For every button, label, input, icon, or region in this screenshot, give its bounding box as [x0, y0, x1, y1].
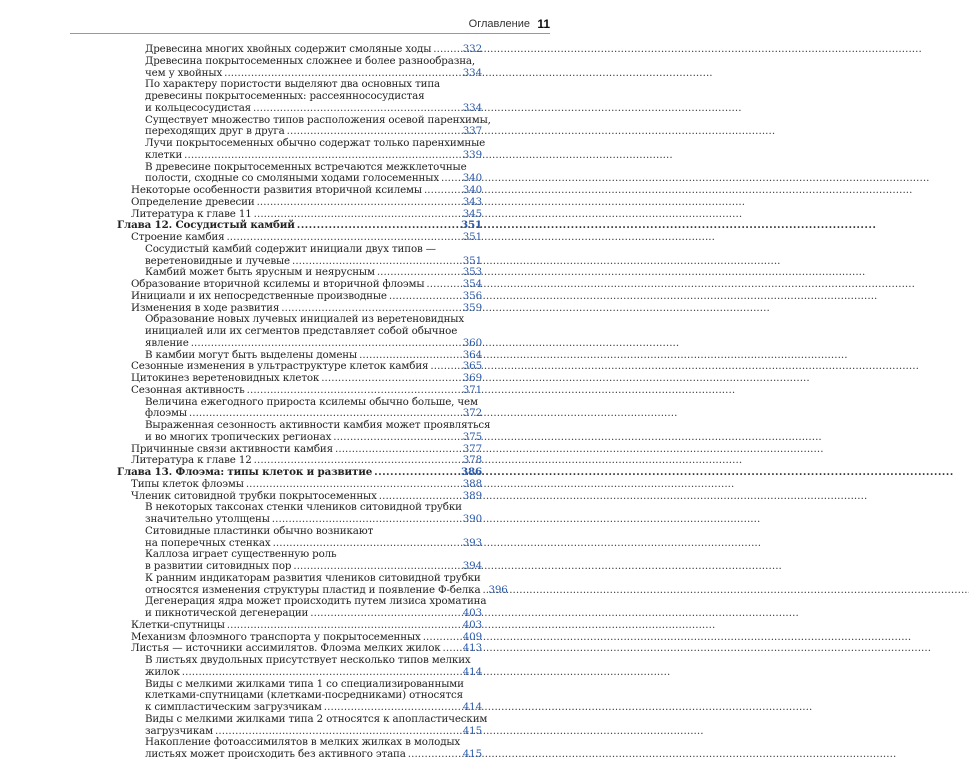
dot-leader — [246, 479, 461, 491]
toc-entry[interactable] — [117, 571, 508, 597]
toc-entry[interactable] — [117, 595, 487, 620]
table-of-contents — [117, 43, 508, 761]
dot-leader — [310, 608, 461, 620]
toc-page-link[interactable]: 393 — [462, 536, 482, 549]
toc-entry-title: Камбий может быть ярусным и неярусным — [145, 266, 375, 279]
dot-leader — [182, 667, 461, 679]
toc-page-link[interactable]: 414 — [462, 665, 482, 678]
toc-entry[interactable] — [117, 526, 482, 550]
toc-entry[interactable] — [117, 679, 482, 714]
toc-entry[interactable] — [117, 502, 482, 526]
toc-entry-title: Лучи покрытосеменных обычно содержат только паренхимные — [145, 137, 486, 149]
toc-page-link[interactable]: 377 — [462, 442, 482, 455]
toc-entry-title: значительно утолщены — [145, 513, 270, 525]
toc-page-link[interactable]: 354 — [462, 278, 482, 290]
toc-entry[interactable] — [117, 712, 488, 738]
toc-page-link[interactable]: 394 — [462, 560, 482, 572]
toc-entry-title: загрузчикам — [145, 724, 214, 737]
toc-page-link[interactable]: 396 — [488, 583, 508, 596]
toc-page-link[interactable]: 389 — [462, 489, 482, 502]
toc-entry-title: Изменения в ходе развития — [131, 301, 280, 314]
toc-entry[interactable] — [117, 385, 482, 397]
toc-entry-title: Образование вторичной ксилемы и вторичной флоэмы — [131, 278, 425, 290]
dot-leader — [374, 467, 459, 479]
toc-page-link[interactable]: 360 — [462, 336, 482, 349]
toc-entry-title: Накопление фотоассимилятов в мелких жилках в молодых — [145, 736, 461, 749]
toc-page-link[interactable]: 359 — [462, 301, 482, 314]
toc-entry-title: Существует множество типов расположения осевой паренхимы, — [145, 113, 491, 126]
toc-entry-title: Цитокинез веретеновидных клеток — [131, 372, 320, 384]
toc-entry-title: В листьях двудольных присутствует несколько типов мелких — [145, 654, 471, 666]
toc-page-link[interactable]: 415 — [462, 748, 482, 760]
toc-page-link[interactable]: 356 — [462, 289, 482, 302]
toc-entry-title: Глава 12. Сосудистый камбий — [117, 219, 295, 232]
toc-entry[interactable] — [117, 291, 482, 303]
toc-entry-title: листьях может происходить без активного этапа — [145, 748, 406, 760]
toc-entry-title: По характеру пористости выделяют два основных типа — [145, 78, 441, 91]
toc-entry-title: древесины покрытосеменных: рассеяннососудистая — [145, 90, 425, 102]
toc-page-link[interactable]: 353 — [462, 266, 482, 279]
page-header — [0, 0, 600, 34]
toc-page-link[interactable]: 337 — [462, 125, 482, 138]
toc-entry-title: Глава 13. Флоэма: типы клеток и развитие — [117, 466, 373, 478]
dot-leader — [191, 338, 461, 350]
toc-entry[interactable] — [117, 279, 482, 291]
dot-leader — [433, 44, 460, 56]
toc-entry-title: Образование новых лучевых инициалей из веретеновидных — [145, 313, 465, 326]
toc-entry-title: флоэмы — [145, 407, 187, 420]
toc-entry[interactable] — [117, 620, 482, 632]
toc-entry-title: и кольцесосудистая — [145, 101, 252, 114]
toc-entry-title: клетки — [145, 148, 183, 161]
toc-entry-title: Древесина многих хвойных содержит смоляные ходы — [145, 43, 432, 55]
dot-leader — [424, 185, 461, 197]
toc-entry-title: В некоторых таксонах стенки члеников ситовидной трубки — [145, 501, 462, 514]
toc-page-link[interactable]: 340 — [462, 184, 482, 196]
toc-page-link[interactable]: 375 — [462, 430, 482, 443]
dot-leader — [321, 373, 461, 385]
toc-page-link[interactable]: 351 — [462, 254, 482, 267]
toc-page-link[interactable]: 409 — [462, 630, 482, 643]
toc-entry-title: переходящих друг в друга — [145, 125, 285, 138]
dot-leader — [324, 702, 461, 714]
dot-leader — [257, 197, 461, 209]
toc-entry[interactable] — [117, 197, 482, 209]
toc-page-link[interactable]: 369 — [462, 372, 482, 384]
toc-entry[interactable] — [117, 314, 482, 349]
dot-leader — [389, 291, 461, 303]
toc-page-link[interactable]: 415 — [462, 724, 482, 737]
toc-entry[interactable] — [117, 137, 486, 162]
toc-entry-title: Причинные связи активности камбия — [131, 442, 333, 455]
toc-entry-title: Некоторые особенности развития вторичной ксилемы — [131, 184, 422, 196]
toc-entry-title: Сезонная активность — [131, 383, 245, 396]
page-number: 11 — [537, 17, 550, 31]
toc-entry[interactable] — [117, 397, 482, 421]
toc-entry[interactable] — [117, 162, 482, 186]
toc-entry-title: на поперечных стенках — [145, 536, 271, 549]
dot-leader — [184, 150, 461, 162]
toc-entry-title: Инициали и их непосредственные производные — [131, 289, 387, 302]
toc-entry-title: Строение камбия — [131, 231, 225, 243]
toc-page-link[interactable]: 414 — [462, 701, 482, 713]
toc-entry[interactable] — [117, 479, 482, 491]
toc-entry[interactable] — [117, 113, 491, 139]
dot-leader — [293, 561, 460, 573]
toc-entry-title: относятся изменения структуры пластид и появление Ф-белка — [145, 583, 481, 596]
toc-entry-title: Листья — источники ассимилятов. Флоэма мелких жилок — [131, 642, 441, 655]
toc-entry-title: и во многих тропических регионах — [145, 430, 332, 443]
toc-entry-title: Каллоза играет существенную роль — [145, 548, 337, 561]
toc-page-link[interactable]: 339 — [462, 148, 482, 161]
toc-entry[interactable] — [117, 419, 491, 444]
toc-entry-title: Определение древесии — [131, 195, 255, 208]
dot-leader — [426, 279, 460, 291]
toc-entry-title: чем у хвойных — [145, 66, 223, 79]
toc-entry-title: Дегенерация ядра может происходить путем лизиса хроматина — [145, 595, 487, 608]
dot-leader — [253, 103, 461, 115]
toc-entry-title: В древесине покрытосеменных встречаются межклеточные — [145, 160, 467, 173]
toc-page-link[interactable]: 378 — [462, 454, 482, 467]
toc-entry-title: Виды с мелкими жилками типа 2 относятся к апопластическим — [145, 712, 488, 725]
header-rule — [70, 33, 550, 34]
toc-chapter-entry[interactable] — [117, 467, 482, 479]
toc-page-link[interactable]: 371 — [462, 383, 482, 396]
section-title: Оглавление — [468, 18, 530, 30]
toc-entry-title: Механизм флоэмного транспорта у покрытосеменных — [131, 630, 421, 643]
dot-leader — [227, 620, 461, 632]
toc-entry-title: В камбии могут быть выделены домены — [145, 348, 358, 361]
toc-entry-title: Типы клеток флоэмы — [131, 477, 244, 490]
toc-entry-title: Членик ситовидной трубки покрытосеменных — [131, 489, 377, 502]
toc-entry-title: жилок — [145, 665, 180, 678]
dot-leader — [272, 514, 461, 526]
toc-entry-title: и пикнотической дегенерации — [145, 607, 309, 619]
toc-page-link[interactable]: 413 — [462, 642, 482, 655]
toc-page-link[interactable]: 345 — [462, 207, 482, 220]
toc-page-link[interactable]: 403 — [462, 618, 482, 631]
dot-leader — [333, 432, 461, 444]
toc-entry[interactable] — [117, 56, 482, 80]
toc-entry-title: Сезонные изменения в ультраструктуре клеток камбия — [131, 360, 429, 373]
toc-entry-title: Виды с мелкими жилками типа 1 со специализированными — [145, 677, 464, 690]
toc-page-link[interactable]: 403 — [462, 607, 482, 619]
toc-page-link[interactable]: 351 — [462, 231, 482, 243]
toc-page-link[interactable]: 332 — [462, 43, 482, 55]
dot-leader — [247, 385, 461, 397]
toc-page-link[interactable]: 372 — [462, 407, 482, 420]
toc-entry-title: Выраженная сезонность активности камбия может проявляться — [145, 419, 491, 431]
toc-entry-title: Древесина покрытосеменных сложнее и более разнообразна, — [145, 54, 476, 67]
toc-page-link[interactable]: 365 — [462, 360, 482, 373]
toc-entry[interactable] — [117, 232, 482, 244]
toc-entry-title: полости, сходные со смоляными ходами голосеменных — [145, 172, 439, 185]
toc-entry-title: Литература к главе 12 — [131, 454, 252, 467]
toc-page-link[interactable]: 334 — [462, 66, 482, 79]
toc-entry-title: К ранним индикаторам развития члеников ситовидной трубки — [145, 571, 481, 584]
toc-page-link[interactable]: 364 — [462, 348, 482, 361]
toc-page-link[interactable]: 334 — [462, 101, 482, 114]
dot-leader — [408, 749, 461, 761]
toc-entry-title: Величина ежегодного прироста ксилемы обычно больше, чем — [145, 395, 478, 408]
toc-entry[interactable] — [117, 373, 482, 385]
toc-page-link[interactable]: 388 — [462, 477, 482, 490]
toc-entry-title: инициалей или их сегментов представляет собой обычное — [145, 325, 458, 337]
toc-entry[interactable] — [117, 549, 482, 573]
toc-entry-title: в развитии ситовидных пор — [145, 560, 292, 572]
toc-entry[interactable] — [117, 79, 482, 114]
toc-entry-title: веретеновидные и лучевые — [145, 254, 290, 267]
toc-entry[interactable] — [117, 655, 482, 679]
toc-entry-title: явление — [145, 336, 189, 349]
toc-page-link[interactable]: 390 — [462, 513, 482, 525]
toc-entry-title: Сосудистый камбий содержит инициали двух типов — — [145, 242, 436, 255]
dot-leader — [226, 232, 460, 244]
toc-page-link[interactable]: 340 — [462, 172, 482, 185]
toc-entry[interactable] — [117, 44, 482, 56]
toc-page-link[interactable]: 351 — [460, 219, 482, 232]
toc-page-link[interactable]: 343 — [462, 195, 482, 208]
toc-page-link[interactable]: 386 — [460, 466, 482, 478]
toc-entry-title: к симпластическим загрузчикам — [145, 701, 322, 713]
toc-entry-title: Литература к главе 11 — [131, 207, 252, 220]
toc-entry-title: клетками-спутницами (клетками-посредниками) относятся — [145, 689, 463, 702]
toc-entry[interactable] — [117, 244, 482, 268]
toc-entry[interactable] — [117, 737, 482, 761]
toc-entry[interactable] — [117, 185, 482, 197]
toc-entry-title: Ситовидные пластинки обычно возникают — [145, 524, 374, 537]
toc-entry-title: Клетки-спутницы — [131, 618, 225, 631]
